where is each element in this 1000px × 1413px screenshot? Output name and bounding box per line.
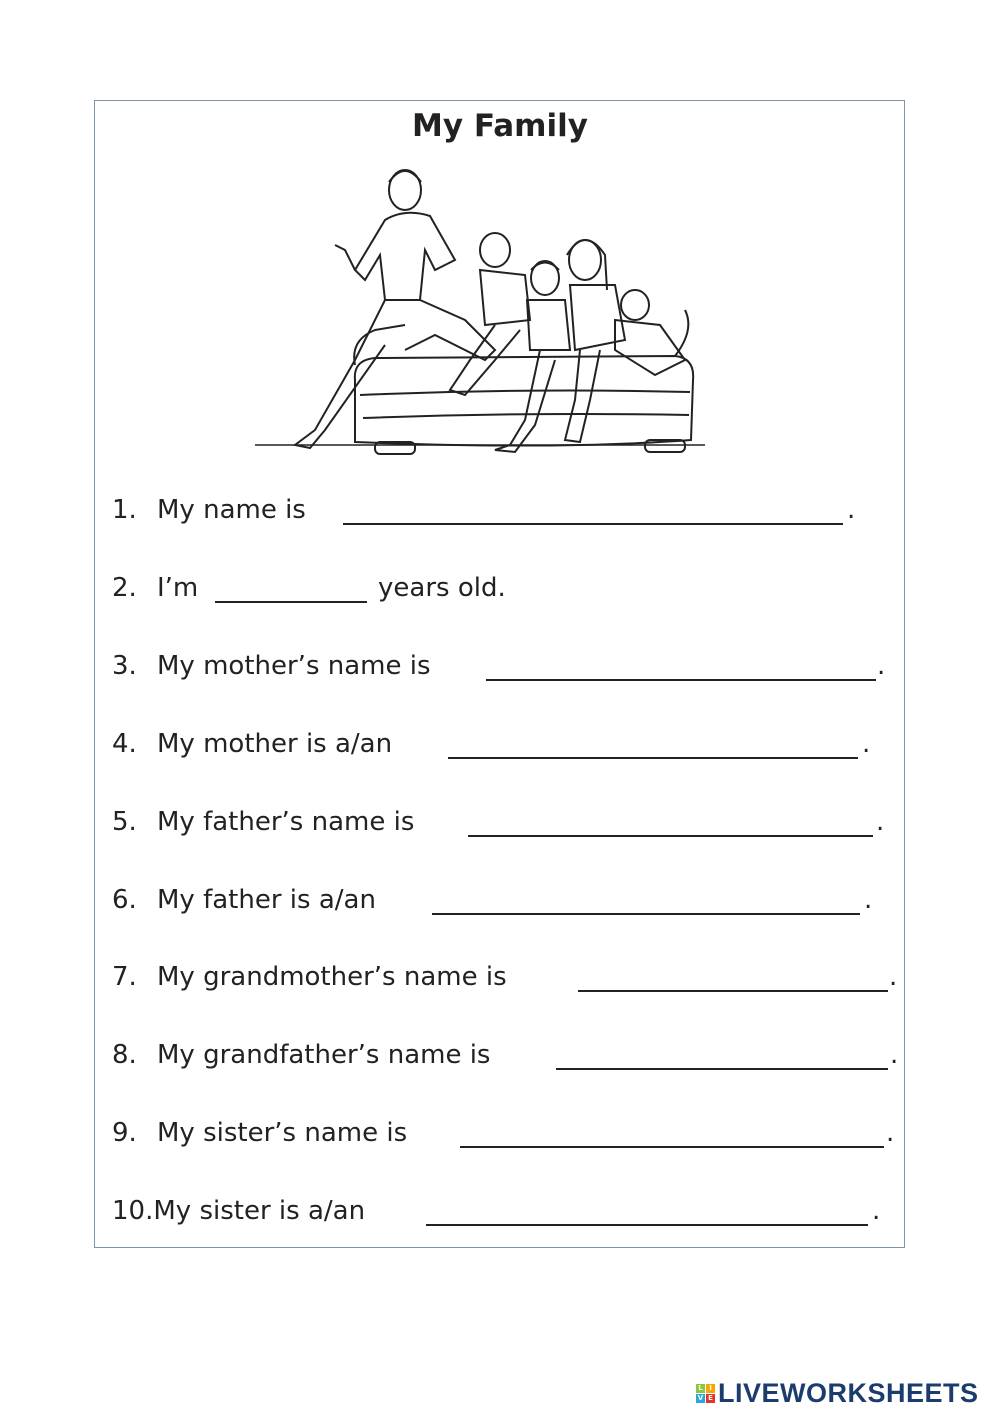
question-5 <box>112 805 885 839</box>
question-number: 10. <box>112 1196 154 1226</box>
question-1 <box>112 493 856 527</box>
question-text: My father’s name is <box>157 807 415 837</box>
question-text: My mother is a/an <box>157 729 393 759</box>
question-ending: . <box>862 729 871 759</box>
logo-text: LIVEWORKSHEETS <box>718 1378 979 1408</box>
answer-blank[interactable] <box>578 990 888 992</box>
question-number: 5. <box>112 807 137 837</box>
question-text: My grandfather’s name is <box>157 1040 491 1070</box>
question-text: My name is <box>157 495 306 525</box>
question-text: My father is a/an <box>157 885 376 915</box>
question-ending: . <box>886 1118 895 1148</box>
answer-blank[interactable] <box>486 679 876 681</box>
question-ending: . <box>864 885 873 915</box>
question-text: My sister’s name is <box>157 1118 408 1148</box>
liveworksheets-logo <box>696 1378 979 1409</box>
logo-cubes-icon <box>696 1384 715 1403</box>
question-10 <box>112 1194 881 1228</box>
question-7 <box>112 960 898 994</box>
logo-cube: V <box>697 1394 704 1402</box>
answer-blank[interactable] <box>468 835 873 837</box>
question-ending: . <box>890 1040 899 1070</box>
question-4 <box>112 727 871 761</box>
question-2 <box>112 571 506 605</box>
question-ending: . <box>877 651 886 681</box>
question-number: 8. <box>112 1040 137 1070</box>
answer-blank[interactable] <box>426 1224 868 1226</box>
question-number: 9. <box>112 1118 137 1148</box>
family-illustration <box>255 160 705 475</box>
answer-blank[interactable] <box>215 601 367 603</box>
answer-blank[interactable] <box>432 913 860 915</box>
question-text: My sister is a/an <box>153 1196 366 1226</box>
question-text: I’m <box>157 573 199 603</box>
question-number: 6. <box>112 885 137 915</box>
question-text: My mother’s name is <box>157 651 431 681</box>
logo-cube: I <box>706 1384 715 1393</box>
question-text: My grandmother’s name is <box>157 962 507 992</box>
question-ending: . <box>847 495 856 525</box>
logo-cube: E <box>706 1394 715 1403</box>
question-number: 7. <box>112 962 137 992</box>
question-ending: . <box>872 1196 881 1226</box>
question-number: 2. <box>112 573 137 603</box>
question-number: 1. <box>112 495 137 525</box>
worksheet-title: My Family <box>412 108 588 144</box>
answer-blank[interactable] <box>448 757 858 759</box>
question-number: 3. <box>112 651 137 681</box>
question-ending: . <box>876 807 885 837</box>
logo-cube: L <box>696 1384 705 1393</box>
question-9 <box>112 1116 895 1150</box>
answer-blank[interactable] <box>556 1068 888 1070</box>
question-ending: . <box>889 962 898 992</box>
answer-blank[interactable] <box>460 1146 884 1148</box>
question-number: 4. <box>112 729 137 759</box>
question-3 <box>112 649 886 683</box>
answer-blank[interactable] <box>343 523 843 525</box>
question-ending: years old. <box>378 573 506 603</box>
question-6 <box>112 883 873 917</box>
question-8 <box>112 1038 899 1072</box>
